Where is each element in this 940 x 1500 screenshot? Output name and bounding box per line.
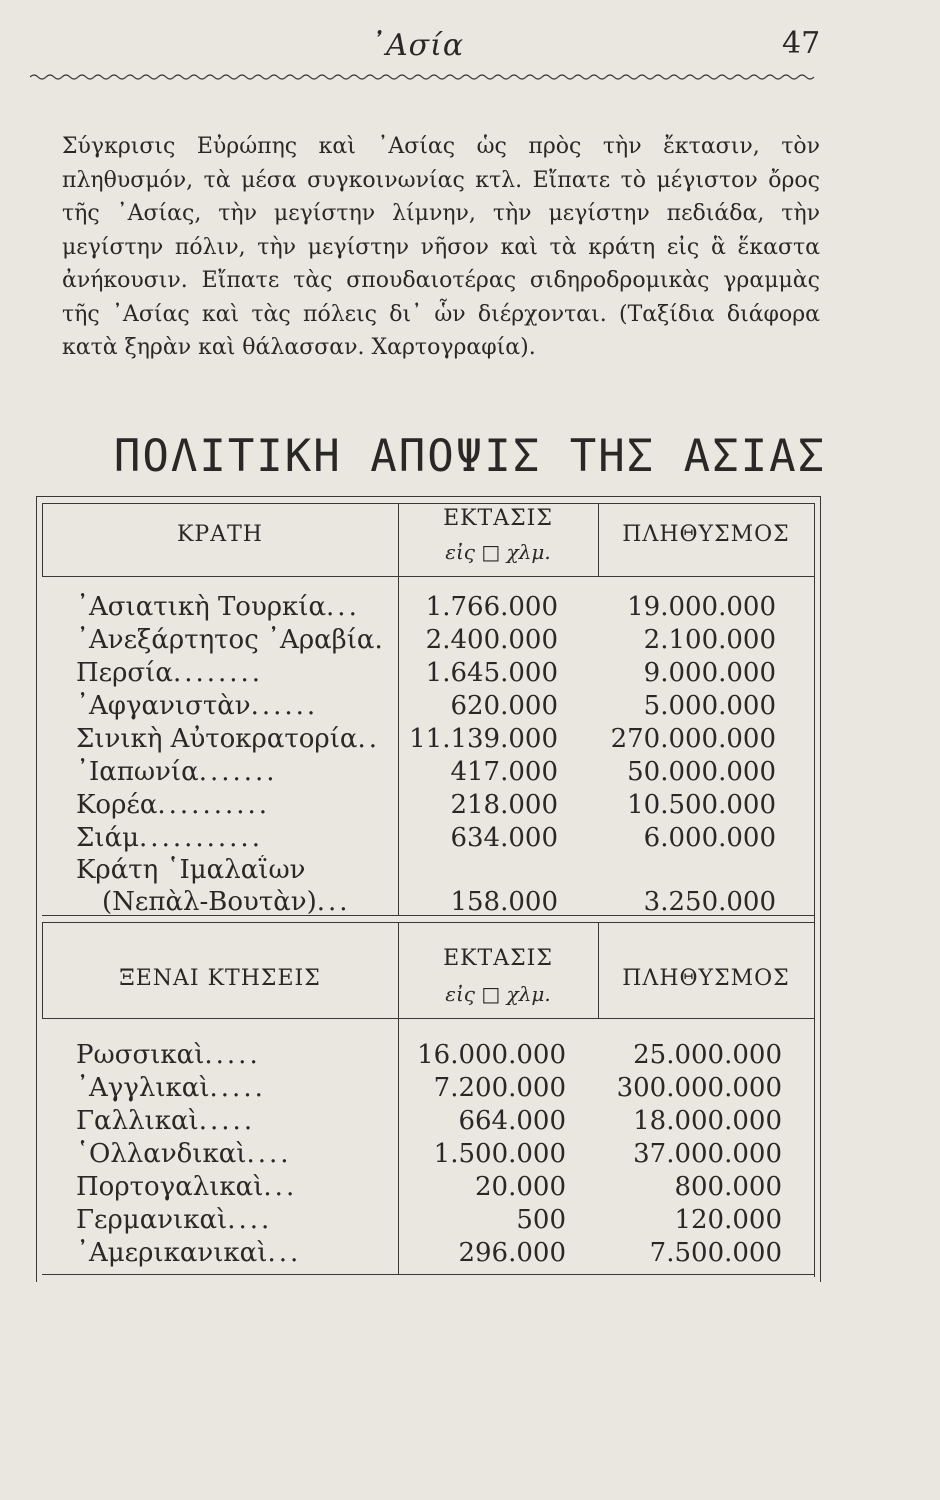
statistics-table	[36, 496, 820, 1282]
table-row-area: 7.200.000	[433, 1073, 566, 1103]
table-row-population: 19.000.000	[627, 592, 776, 622]
table-row-area: 1.500.000	[433, 1139, 566, 1169]
table-row-area: 634.000	[450, 823, 558, 853]
table-row-area: 417.000	[450, 757, 558, 787]
table-row-population: 270.000.000	[610, 724, 776, 754]
table-row-population: 50.000.000	[627, 757, 776, 787]
table-row-population: 2.100.000	[643, 625, 776, 655]
exercise-paragraph: Σύγκρισις Εὐρώπης καὶ ᾿Ασίας ὡς πρὸς τὴν ἔκτασιν, τὸν πληθυσμόν, τὰ μέσα συγκοινωνίας κτλ. Εἴπατε τὸ μέγιστον ὄρος τῆς ᾿Ασίας, τὴν μεγίστην λίμνην, τὴν μεγίστην πεδιάδα, τὴν μεγίστην πόλιν, τὴν μεγίστην νῆσον καὶ τὰ κράτη εἰς ἃ ἕκαστα ἀνήκουσιν. Εἴπατε τὰς σπουδαιοτέρας σιδηροδρομικὰς γραμμὰς τῆς ᾿Ασίας καὶ τὰς πόλεις δι᾿ ὧν διέρχονται. (Ταξίδια διάφορα κατὰ ξηρὰν καὶ θάλασσαν. Χαρτογραφία).	[62, 134, 820, 360]
table-row-area: 500	[516, 1205, 566, 1235]
table-row-name: Γερμανικαὶ....	[76, 1205, 273, 1235]
table-row-population: 10.500.000	[627, 790, 776, 820]
table-row-area: 158.000	[450, 887, 558, 917]
table-row-population: 6.000.000	[643, 823, 776, 853]
table-row-area: 16.000.000	[417, 1040, 566, 1070]
table-row-name: ᾿Αγγλικαὶ.....	[76, 1073, 266, 1103]
table-row-population: 3.250.000	[643, 887, 776, 917]
header-foreign-possessions: ΞΕΝΑΙ ΚΤΗΣΕΙΣ	[119, 966, 321, 991]
table-row-area: 296.000	[458, 1238, 566, 1268]
table-row-area: 1.645.000	[425, 658, 558, 688]
table-row-name: Πορτογαλικαὶ...	[76, 1172, 298, 1202]
table-row-area: 218.000	[450, 790, 558, 820]
header-states: ΚΡΑΤΗ	[177, 522, 263, 547]
header-area: ΕΚΤΑΣΙΣ	[443, 946, 553, 971]
header-population: ΠΛΗΘΥΣΜΟΣ	[622, 966, 790, 991]
table-row-population: 9.000.000	[643, 658, 776, 688]
table-row-area: 2.400.000	[425, 625, 558, 655]
table-row-name: ᾿Αφγανιστὰν......	[76, 691, 319, 721]
table-row-population: 300.000.000	[616, 1073, 782, 1103]
table-row-population: 7.500.000	[649, 1238, 782, 1268]
table-row-area: 20.000	[475, 1172, 566, 1202]
table-row-area: 664.000	[458, 1106, 566, 1136]
table-row-population: 800.000	[674, 1172, 782, 1202]
table-row-name: Περσία........	[76, 658, 264, 688]
table-title: ΠΟΛΙΤΙΚΗ ΑΠΟΨΙΣ ΤΗΣ ΑΣΙΑΣ	[113, 431, 827, 483]
table-row-name: ᾿Ανεξάρτητος ᾿Αραβία.	[76, 625, 386, 655]
ornamental-rule	[30, 72, 820, 82]
running-header	[0, 22, 940, 72]
table-row-population: 120.000	[674, 1205, 782, 1235]
header-population: ΠΛΗΘΥΣΜΟΣ	[622, 522, 790, 547]
table-row-population: 5.000.000	[643, 691, 776, 721]
table-row-name: ᾿Ασιατικὴ Τουρκία...	[76, 592, 360, 622]
table-row-name: (Νεπὰλ-Βουτὰν)...	[102, 887, 351, 917]
table-row-name: ᾿Αμερικανικαὶ...	[76, 1238, 302, 1268]
table-row-name: ᾿Ιαπωνία.......	[76, 757, 278, 787]
table-row-name: Σιάμ...........	[76, 823, 263, 853]
table-row-population: 25.000.000	[633, 1040, 782, 1070]
header-area: ΕΚΤΑΣΙΣ	[443, 506, 553, 531]
table-row-area: 11.139.000	[409, 724, 558, 754]
table-row-name: ῾Ολλανδικαὶ....	[76, 1139, 292, 1169]
table-row-name: Κράτη ῾Ιμαλαΐων	[76, 855, 306, 885]
table-row-area: 620.000	[450, 691, 558, 721]
running-title: ᾿Ασία	[370, 28, 465, 63]
table-row-name: Γαλλικαὶ.....	[76, 1106, 256, 1136]
table-row-name: Ρωσσικαὶ.....	[76, 1040, 261, 1070]
table-row-name: Κορέα..........	[76, 790, 271, 820]
page-number: 47	[782, 26, 821, 61]
header-area-unit: εἰς □ χλμ.	[445, 982, 551, 1006]
table-row-area: 1.766.000	[425, 592, 558, 622]
table-row-population: 18.000.000	[633, 1106, 782, 1136]
table-row-population: 37.000.000	[633, 1139, 782, 1169]
header-area-unit: εἰς □ χλμ.	[445, 540, 551, 564]
table-row-name: Σινικὴ Αὐτοκρατορία..	[76, 724, 380, 754]
